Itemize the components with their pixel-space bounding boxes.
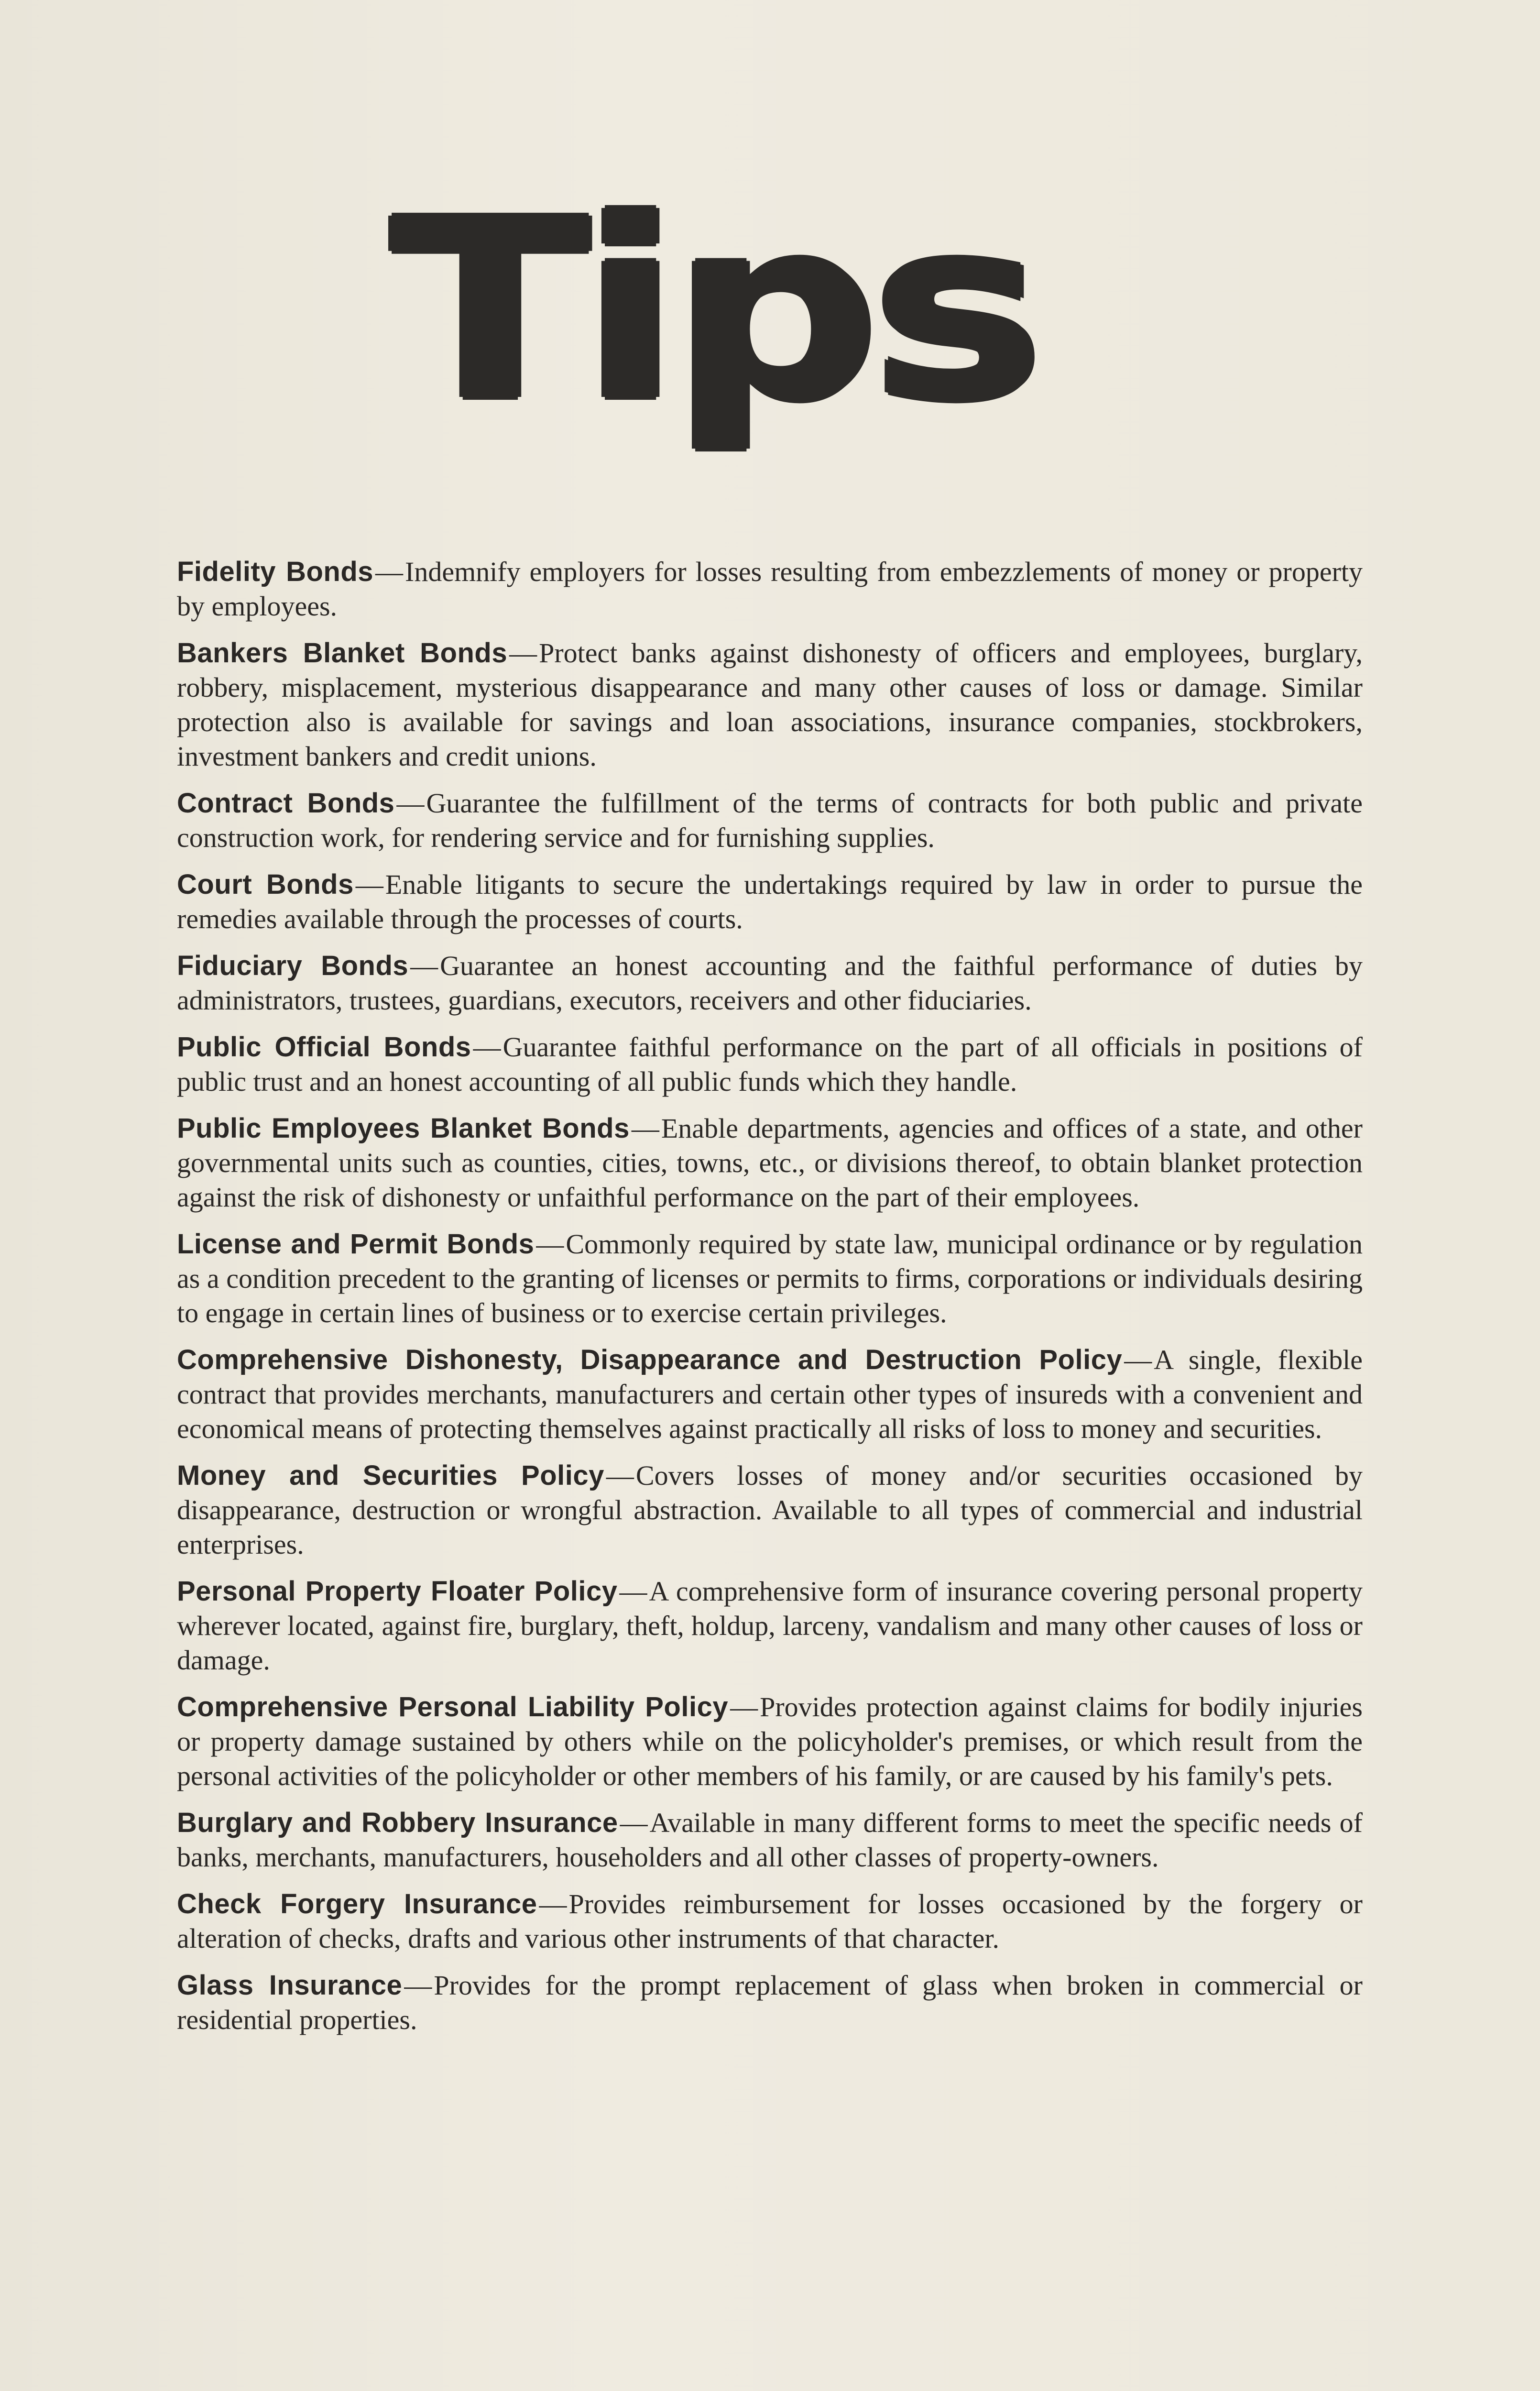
entry-text: Commonly required by state law, municipal ordinance or by regulation as a condition precedent to the granting of licenses or permits to firms, corporations or individuals desiring to engage in certain lines of business or to exercise certain privileges.	[177, 1228, 1363, 1328]
entry-text: Enable departments, agencies and offices of a state, and other governmental units such as counties, cities, towns, etc., or divisions thereof, to obtain blanket protection against the risk of dishonesty or unfaithful performance on the part of their employees.	[177, 1113, 1363, 1213]
entry-text: Provides reimbursement for losses occasioned by the forgery or alteration of checks, drafts and various other instruments of that character.	[177, 1888, 1363, 1954]
entry-text: Protect banks against dishonesty of officers and employees, burglary, robbery, misplacement, mysterious disappearance and many other causes of loss or damage. Similar protection also is available for savings and loan associations, insurance companies, stockbrokers, investment bankers and credit unions.	[177, 637, 1363, 772]
entry: Burglary and Robbery Insurance—Available in many different forms to meet the specific needs of banks, merchants, manufacturers, householders and all other classes of property-owners.	[177, 1807, 1363, 1873]
entry-term: Fidelity Bonds	[177, 556, 374, 587]
entry-term: Check Forgery Insurance	[177, 1888, 537, 1919]
entry-term: Personal Property Floater Policy	[177, 1576, 618, 1607]
entry-term: Public Official Bonds	[177, 1031, 471, 1063]
entry-text: Enable litigants to secure the undertakings required by law in order to pursue the remedies available through the processes of courts.	[177, 869, 1363, 934]
entry-term: Contract Bonds	[177, 788, 395, 819]
entry-text: Guarantee faithful performance on the part of all officials in positions of public trust and an honest accounting of all public funds which they handle.	[177, 1031, 1363, 1097]
entry-term: Burglary and Robbery Insurance	[177, 1807, 618, 1838]
entry-text: Provides protection against claims for bodily injuries or property damage sustained by others while on the policyholder's premises, or which result from the personal activities of the policyholder or other members of his family, or are caused by his family's pets.	[177, 1691, 1363, 1791]
entry-text: Covers losses of money and/or securities occasioned by disappearance, destruction or wrongful abstraction. Available to all types of commercial and industrial enterprises.	[177, 1460, 1363, 1560]
entry-term: Money and Securities Policy	[177, 1460, 604, 1491]
entry-term: Comprehensive Dishonesty, Disappearance and Destruction Policy	[177, 1344, 1123, 1375]
entry-text: Provides for the prompt replacement of glass when broken in commercial or residential properties.	[177, 1970, 1363, 2035]
entry-term: Court Bonds	[177, 869, 354, 900]
entry-text: Guarantee the fulfillment of the terms of contracts for both public and private construction work, for rendering service and for furnishing supplies.	[177, 788, 1363, 853]
entries-list	[177, 555, 1363, 2050]
entry: Fiduciary Bonds—Guarantee an honest accounting and the faithful performance of duties by administrators, trustees, guardians, executors, receivers and other fiduciaries.	[177, 950, 1363, 1016]
entry: Public Employees Blanket Bonds—Enable departments, agencies and offices of a state, and other governmental units such as counties, cities, towns, etc., or divisions thereof, to obtain blanket protection against the risk of dishonesty or unfaithful performance on the part of their employees.	[177, 1113, 1363, 1213]
entry: Fidelity Bonds—Indemnify employers for losses resulting from embezzlements of money or property by employees.	[177, 556, 1363, 622]
entry: License and Permit Bonds—Commonly required by state law, municipal ordinance or by regulation as a condition precedent to the granting of licenses or permits to firms, corporations or individuals desiring to engage in certain lines of business or to exercise certain privileges.	[177, 1228, 1363, 1328]
entry: Bankers Blanket Bonds—Protect banks against dishonesty of officers and employees, burglary, robbery, misplacement, mysterious disappearance and many other causes of loss or damage. Similar protection also is available for savings and loan associations, insurance companies, stockbrokers, investment bankers and credit unions.	[177, 637, 1363, 772]
page-title	[363, 143, 1061, 478]
entry-term: Glass Insurance	[177, 1970, 403, 2001]
entry: Glass Insurance—Provides for the prompt replacement of glass when broken in commercial or residential properties.	[177, 1970, 1363, 2035]
entry: Money and Securities Policy—Covers losses of money and/or securities occasioned by disappearance, destruction or wrongful abstraction. Available to all types of commercial and industrial enterprises.	[177, 1460, 1363, 1560]
entry-text: Available in many different forms to meet the specific needs of banks, merchants, manufacturers, householders and all other classes of property-owners.	[177, 1807, 1363, 1873]
entry: Personal Property Floater Policy—A comprehensive form of insurance covering personal property wherever located, against fire, burglary, theft, holdup, larceny, vandalism and many other causes of loss or damage.	[177, 1576, 1363, 1676]
entry: Comprehensive Dishonesty, Disappearance and Destruction Policy—A single, flexible contract that provides merchants, manufacturers and certain other types of insureds with a convenient and economical means of protecting themselves against practically all risks of loss to money and securities.	[177, 1344, 1363, 1444]
entry-term: Comprehensive Personal Liability Policy	[177, 1691, 729, 1722]
entry: Check Forgery Insurance—Provides reimbursement for losses occasioned by the forgery or alteration of checks, drafts and various other instruments of that character.	[177, 1888, 1363, 1954]
entry-term: Fiduciary Bonds	[177, 950, 409, 981]
entry: Court Bonds—Enable litigants to secure the undertakings required by law in order to pursue the remedies available through the processes of courts.	[177, 869, 1363, 934]
entry-text: A comprehensive form of insurance covering personal property wherever located, against fire, burglary, theft, holdup, larceny, vandalism and many other causes of loss or damage.	[177, 1576, 1363, 1676]
entry: Contract Bonds—Guarantee the fulfillment of the terms of contracts for both public and private construction work, for rendering service and for furnishing supplies.	[177, 788, 1363, 853]
entry: Comprehensive Personal Liability Policy—Provides protection against claims for bodily injuries or property damage sustained by others while on the policyholder's premises, or which result from the personal activities of the policyholder or other members of his family, or are caused by his family's pets.	[177, 1691, 1363, 1791]
entry-term: Bankers Blanket Bonds	[177, 637, 508, 669]
entry: Public Official Bonds—Guarantee faithful performance on the part of all officials in positions of public trust and an honest accounting of all public funds which they handle.	[177, 1031, 1363, 1097]
entry-text: A single, flexible contract that provides merchants, manufacturers and certain other types of insureds with a convenient and economical means of protecting themselves against practically all risks of loss to money and securities.	[177, 1344, 1363, 1444]
page-title-text: Tips	[390, 166, 1035, 456]
entry-term: Public Employees Blanket Bonds	[177, 1113, 630, 1144]
entry-term: License and Permit Bonds	[177, 1228, 535, 1260]
entry-text: Indemnify employers for losses resulting from embezzlements of money or property by employees.	[177, 556, 1363, 622]
entry-text: Guarantee an honest accounting and the faithful performance of duties by administrators, trustees, guardians, executors, receivers and other fiduciaries.	[177, 950, 1363, 1016]
